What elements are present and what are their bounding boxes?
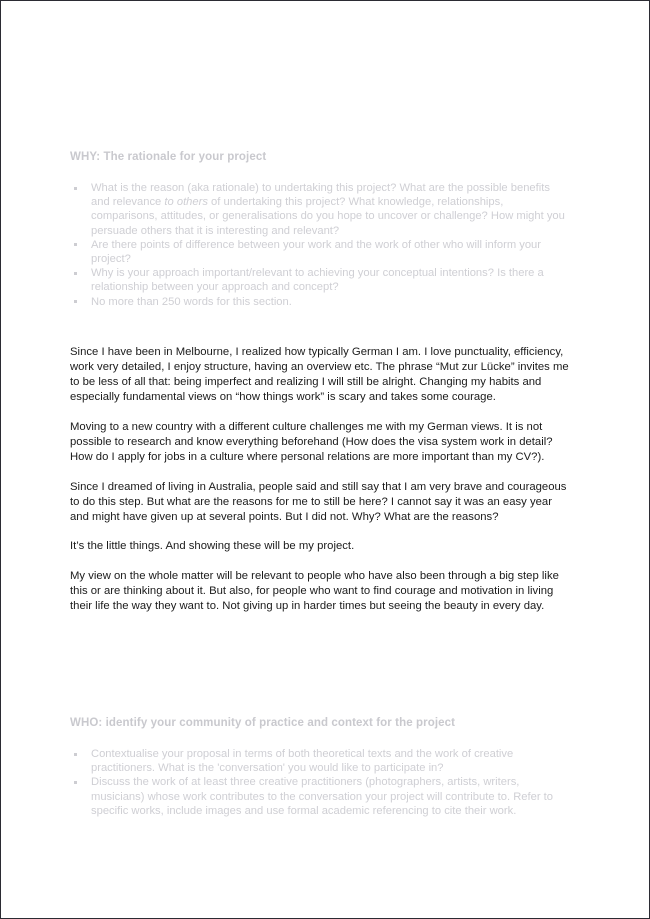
essay-paragraph: My view on the whole matter will be relevant to people who have also been through a big step like this or are thinking about it. But also, for people who want to find courage and motivation in living their life the way they want to. Not giving up in harder times but seeing the beauty in every day. [70,570,559,613]
list-item [70,747,570,775]
list-item [70,295,570,309]
list-item [70,181,570,238]
essay-paragraph: It’s the little things. And showing these will be my project. [70,540,355,553]
essay-paragraph: Since I have been in Melbourne, I realized how typically German I am. I love punctuality, efficiency, work very detailed, I enjoy structure, having an overview etc. The phrase “Mut zur Lücke” invites me to be less of all that: being imperfect and realizing I will still be alright. Changing my habits and especially fundamental views on “how things work” is scary and takes some courage. [70,346,569,404]
section-heading-why: WHY: The rationale for your project [70,151,267,163]
prompt-bullet-text: Why is your approach important/relevant to achieving your conceptual intentions? Is there a relationship between your approach and concept? [91,267,544,294]
list-item [70,238,570,266]
prompt-list-why [70,181,570,309]
prompt-bullet-text: Discuss the work of at least three creative practitioners (photographers, artists, writers, musicians) whose work contributes to the conversation your project will contribute to. Refer to specific works, include images and use formal academic referencing to cite their work. [91,776,554,817]
essay-paragraph: Moving to a new country with a different culture challenges me with my German views. It is not possible to research and know everything beforehand (How does the visa system work in detail? How do I apply for jobs in a culture where personal relations are more important than my CV?). [70,420,553,464]
prompt-bullet-text: Contextualise your proposal in terms of both theoretical texts and the work of creative practitioners. What is the 'conversation' you would like to participate in? [91,748,514,775]
essay-body [70,345,570,614]
list-item [70,266,570,294]
prompt-bullet-text: No more than 250 words for this section. [91,295,292,308]
prompt-bullet-text-italic: to others [164,196,208,209]
prompt-bullet-text-part1: What is the reason (aka rationale) to undertaking this project? What are the possible benefits and relevance [91,182,550,209]
prompt-list-who [70,747,570,818]
section-heading-who: WHO: identify your community of practice and context for the project [70,717,456,729]
list-item [70,775,570,818]
essay-paragraph: Since I dreamed of living in Australia, people said and still say that I am very brave and courageous to do this step. But what are the reasons for me to still be here? I cannot say it was an easy year and might have given up at several points. But I did not. Why? What are the reasons? [70,480,567,523]
prompt-bullet-text-part2: of undertaking this project? What knowledge, relationships, comparisons, attitudes, or generalisations do you hope to uncover or challenge? How might you persuade others that it is interesting and relevant? [91,196,565,237]
prompt-bullet-text: Are there points of difference between your work and the work of other who will inform your project? [91,238,542,266]
